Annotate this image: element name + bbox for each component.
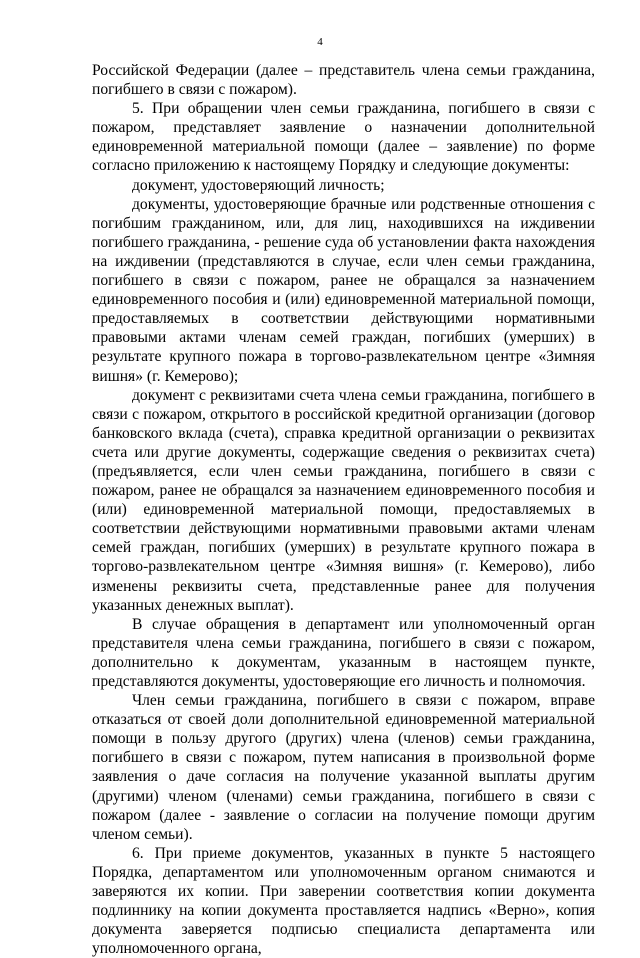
document-body [92, 61, 595, 958]
paragraph-item-6: 6. При приеме документов, указанных в пункте 5 настоящего Порядка, департаментом или уполномоченным органом снимаются и заверяются их копии. При заверении соответствия копии документа подлиннику на копии документа проставляется надпись «Верно», копия документа заверяется подписью специалиста департамента или уполномоченного органа, [92, 844, 595, 958]
paragraph-item-5: 5. При обращении член семьи гражданина, погибшего в связи с пожаром, представляет заявление о назначении дополнительной единовременной материальной помощи (далее – заявление) по форме согласно приложению к настоящему Порядку и следующие документы: [92, 100, 595, 175]
paragraph-representative: В случае обращения в департамент или уполномоченный орган представителя члена семьи гражданина, погибшего в связи с пожаром, дополнительно к документам, указанным в настоящем пункте, представляются документы, удостоверяющие его личность и полномочия. [92, 615, 595, 690]
paragraph-bank-account-document: документ с реквизитами счета члена семьи гражданина, погибшего в связи с пожаром, открытого в российской кредитной организации (договор банковского вклада (счета), справка кредитной организации о реквизитах счета или другие документы, содержащие сведения о реквизитах счета) (предъявляется, если член семьи гражданина, погибшего в связи с пожаром, ранее не обращался за назначением единовременного пособия и (или) единовременной материальной помощи, предоставляемых в соответствии действующими нормативными правовыми актами членам семей граждан, погибших (умерших) в результате крупного пожара в торгово-развлекательном центре «Зимняя вишня» (г. Кемерово), либо изменены реквизиты счета, представленные ранее для получения указанных денежных выплат). [92, 386, 595, 614]
paragraph-kinship-documents: документы, удостоверяющие брачные или родственные отношения с погибшим гражданином, или, для лиц, находившихся на иждивении погибшего гражданина, - решение суда об установлении факта нахождения на иждивении (представляются в случае, если член семьи гражданина, погибшего в связи с пожаром, ранее не обращался за назначением единовременного пособия и (или) единовременной материальной помощи, предоставляемых в соответствии действующими нормативными правовыми актами членам семей граждан, погибших (умерших) в результате крупного пожара в торгово-развлекательном центре «Зимняя вишня» (г. Кемерово); [92, 195, 595, 385]
paragraph-share-refusal: Член семьи гражданина, погибшего в связи с пожаром, вправе отказаться от своей доли дополнительной единовременной материальной помощи в пользу другого (других) члена (членов) семьи гражданина, погибшего в связи с пожаром, путем написания в произвольной форме заявления о даче согласия на получение указанной выплаты другим (другими) членом (членами) семьи гражданина, погибшего в связи с пожаром (далее - заявление о согласии на получение помощи другим членом семьи). [92, 692, 595, 843]
page-number: 4 [317, 36, 323, 48]
paragraph-identity-document: документ, удостоверяющий личность; [132, 176, 385, 194]
paragraph-continuation: Российской Федерации (далее – представитель члена семьи гражданина, погибшего в связи с пожаром). [92, 62, 595, 99]
